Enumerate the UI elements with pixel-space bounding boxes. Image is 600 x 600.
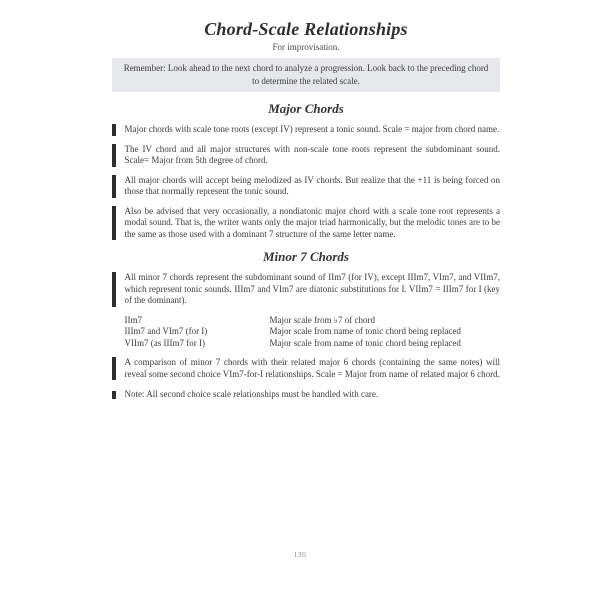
chord-cell: IIIm7 and VIm7 (for I) — [124, 326, 208, 336]
paragraph-text: All major chords will accept being melodized as IV chords. But realize that the +11 is being forced on those that normally represent the tonic sound. — [124, 174, 500, 196]
chord-cell: VIIm7 (as IIIm7 for I) — [124, 337, 205, 348]
note-marker-bar — [112, 391, 116, 399]
major-paragraph-4 — [112, 206, 500, 241]
scale-cell: Major scale from name of tonic chord being replaced — [269, 326, 461, 336]
scale-cell: Major scale from ♭7 of chord — [269, 314, 375, 325]
scale-cell: Major scale from name of tonic chord being replaced — [269, 337, 461, 348]
major-paragraph-3 — [112, 175, 500, 198]
paragraph-marker-bar — [112, 206, 116, 241]
paragraph-text: All minor 7 chords represent the subdominant sound of IIm7 (for IV), except IIIm7, VIm7, and VIIm7, which represent tonic sounds. IIIm7 and VIm7 are diatonic substitutions for I. VIIm7 = IIIm7 for I (key of the dominant). — [124, 272, 500, 305]
minor-comparison-paragraph — [112, 357, 500, 380]
paragraph-text: A comparison of minor 7 chords with their related major 6 chords (containing the same notes) will reveal some second choice VIm7-for-I relationships. Scale = Major from name of related major 6 chord. — [124, 357, 500, 379]
remember-text: Remember: Look ahead to the next chord to analyze a progression. Look back to the preceding chord to determine the related scale. — [123, 63, 489, 86]
paragraph-marker-bar — [112, 144, 116, 167]
page-content — [112, 19, 500, 400]
page-title: Chord-Scale Relationships — [204, 19, 408, 39]
table-row — [125, 338, 501, 350]
table-row — [125, 326, 501, 338]
chord-scale-table — [125, 315, 501, 350]
paragraph-marker-bar — [112, 357, 116, 380]
minor-intro-paragraph — [112, 272, 500, 307]
section-heading-major-chords: Major Chords — [268, 101, 344, 116]
major-paragraph-2 — [112, 144, 500, 167]
chord-cell: IIm7 — [124, 314, 142, 325]
paragraph-text: Also be advised that very occasionally, a nondiatonic major chord with a scale tone root represents a modal sound. That is, the writer wants only the major triad harmonically, but the melodic tones are to be the same as those used with a dominant 7 structure of the same letter name. — [124, 205, 500, 239]
paragraph-text: The IV chord and all major structures with non-scale tone roots represent the subdominant sound. Scale= Major from 5th degree of chord. — [124, 143, 500, 165]
table-row — [125, 315, 501, 327]
paragraph-marker-bar — [112, 175, 116, 198]
note-line — [112, 389, 500, 400]
page-subtitle: For improvisation. — [272, 42, 340, 52]
remember-callout — [112, 58, 500, 92]
paragraph-marker-bar — [112, 124, 116, 136]
page-number: 130 — [293, 550, 307, 559]
note-text: Note: All second choice scale relationships must be handled with care. — [124, 389, 379, 399]
major-paragraph-1 — [112, 124, 500, 136]
paragraph-marker-bar — [112, 272, 116, 307]
paragraph-text: Major chords with scale tone roots (except IV) represent a tonic sound. Scale = major from chord name. — [124, 124, 500, 134]
section-heading-minor-7-chords: Minor 7 Chords — [263, 249, 349, 264]
